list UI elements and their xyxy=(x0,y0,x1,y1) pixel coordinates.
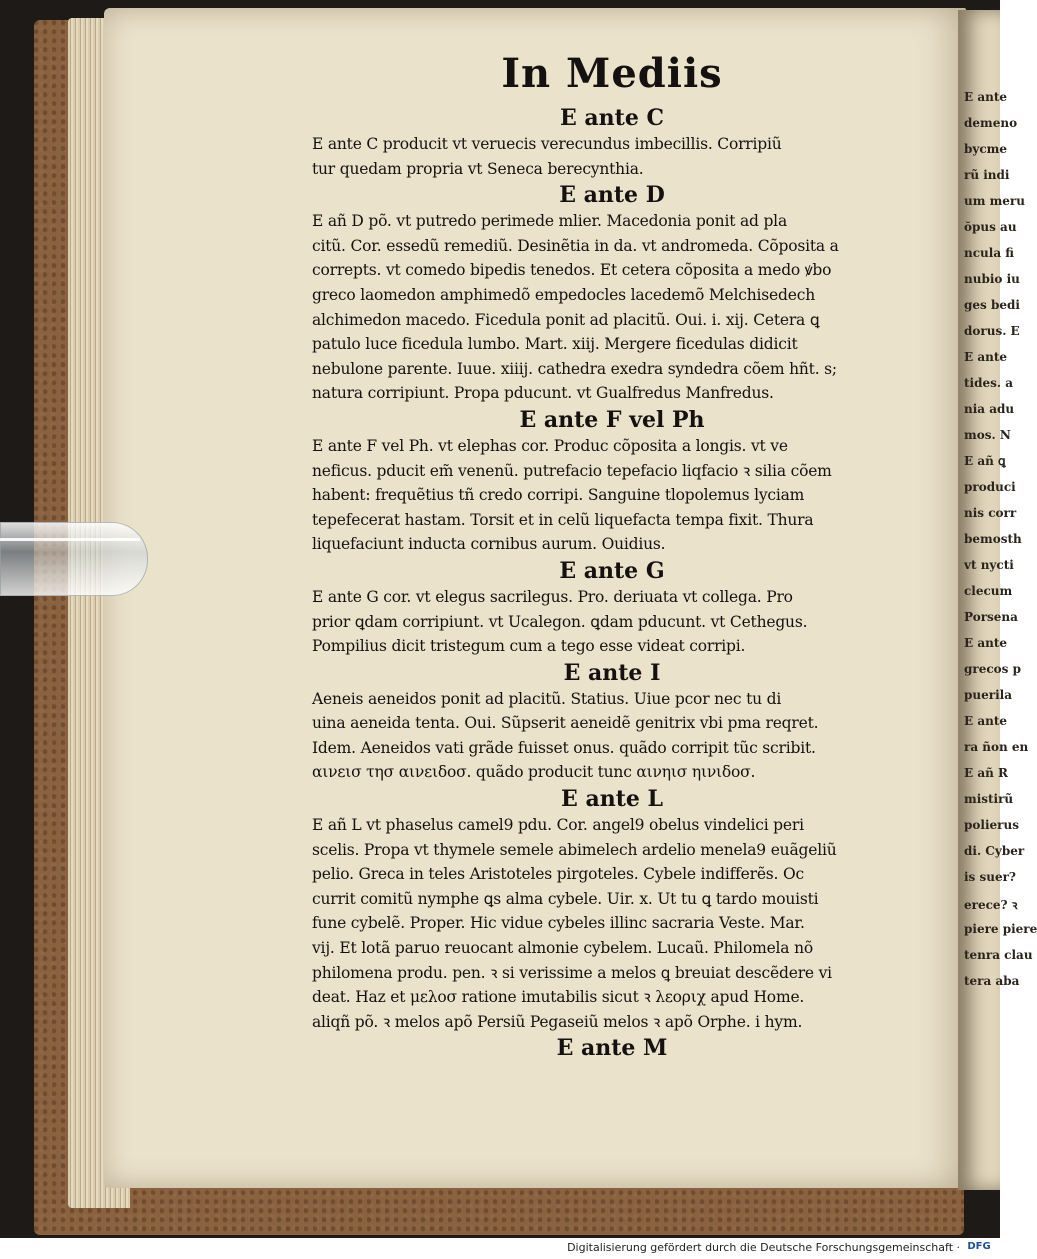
facing-page-fragment: um meru xyxy=(964,194,1025,208)
facing-page-fragment: rũ indi xyxy=(964,168,1010,182)
facing-page-fragment: Porsena xyxy=(964,610,1018,624)
text-line: patulo luce ficedula lumbo. Mart. xiij. Mergere ficedulas didicit xyxy=(312,335,798,354)
text-line: Pompilius dicit tristegum cum a tego esse videat corripi. xyxy=(312,637,746,656)
section-title: E ante G xyxy=(559,557,665,584)
text-block xyxy=(312,50,912,1062)
text-line: E añ D põ. vt putredo perimede mlier. Macedonia ponit ad pla xyxy=(312,212,787,231)
text-line: Idem. Aeneidos vati grãde fuisset onus. quãdo corripit tũc scribit. xyxy=(312,738,816,757)
facing-page-fragment: erece? ꝛ xyxy=(964,898,1018,912)
dfg-logo: DFG xyxy=(967,1241,991,1252)
page-clamp xyxy=(0,522,148,596)
facing-page-fragment: bycme xyxy=(964,142,1008,156)
facing-page-fragment: puerila xyxy=(964,688,1012,702)
text-line: greco laomedon amphimedõ empedocles lacedemõ Melchisedech xyxy=(312,285,815,304)
facing-page-fragment: ŏpus au xyxy=(964,220,1017,234)
text-line: scelis. Propa vt thymele semele abimelech ardelio menela9 euãgeliũ xyxy=(312,840,837,859)
facing-page-fragment: nia adu xyxy=(964,402,1015,416)
text-line: alchimedon macedo. Ficedula ponit ad placitũ. Oui. i. xij. Cetera ꝗ xyxy=(312,310,820,329)
text-line: E ante C producit vt veruecis verecundus imbecillis. Corripiũ xyxy=(312,135,782,153)
facing-page-fragment: di. Cyber xyxy=(964,844,1025,858)
text-line: E ante G cor. vt elegus sacrilegus. Pro. deriuata vt collega. Pro xyxy=(312,587,793,606)
facing-page-fragment: produci xyxy=(964,480,1016,494)
facing-page-fragment: E ante xyxy=(964,350,1008,364)
facing-page-fragment: E ante xyxy=(964,636,1008,650)
facing-page-fragment: bemosth xyxy=(964,532,1022,546)
facing-page-fragment: E añ ꝗ xyxy=(964,454,1006,468)
text-line: citũ. Cor. essedũ remediũ. Desinẽtia in da. vt andromeda. Cõposita a xyxy=(312,236,839,255)
text-line: Aeneis aeneidos ponit ad placitũ. Statius. Uiue pcor nec tu di xyxy=(312,689,782,708)
facing-page-fragment: ges bedi xyxy=(964,298,1020,312)
facing-page-fragment: nis corr xyxy=(964,506,1017,520)
text-line: philomena produ. pen. ꝛ si verissime a melos ꝗ breuiat descẽdere vi xyxy=(312,963,832,982)
text-line: αινεισ τησ αινειδοσ. quãdo producit tunc αινηισ ηινιδοσ. xyxy=(312,763,756,782)
text-line: neficus. pducit em̃ venenũ. putrefacio tepefacio liqfacio ꝛ silia cõem xyxy=(312,461,832,480)
facing-page-fragment: tides. a xyxy=(964,376,1014,390)
facing-page-fragment: tenra clau xyxy=(964,948,1033,962)
text-line: liquefaciunt inducta cornibus aurum. Ouidius. xyxy=(312,535,666,554)
text-line: tur quedam propria vt Seneca berecynthia. xyxy=(312,159,644,178)
facing-page-fragment: ncula fi xyxy=(964,246,1014,260)
text-line: vij. Et lotã paruo reuocant almonie cybelem. Lucaũ. Philomela nõ xyxy=(312,939,813,958)
text-line: E ante F vel Ph. vt elephas cor. Produc cõposita a longis. vt ve xyxy=(312,436,788,455)
facing-page-fragment: polierus xyxy=(964,818,1019,832)
page-header: In Mediis xyxy=(501,50,723,97)
facing-page-fragment: mistirũ xyxy=(964,792,1014,806)
section-title: E ante D xyxy=(559,182,665,209)
text-line: currit comitũ nymphe ꝗs alma cybele. Uir. x. Ut tu ꝗ tardo mouisti xyxy=(312,889,819,908)
funding-credit: Digitalisierung gefördert durch die Deutsche Forschungsgemeinschaft · xyxy=(567,1241,960,1254)
text-line: nebulone parente. Iuue. xiiij. cathedra exedra syndedra cõem hñt. s; xyxy=(312,359,837,378)
text-line: correpts. vt comedo bipedis tenedos. Et cetera cõposita a medo ꝟbo xyxy=(312,261,832,280)
facing-page-fragment: piere piere xyxy=(964,922,1037,936)
facing-page-fragment: vt nycti xyxy=(964,558,1014,572)
facing-page-fragment: E añ R xyxy=(964,766,1008,780)
facing-page-fragment: is suer? xyxy=(964,870,1016,884)
text-line: fune cybelẽ. Proper. Hic vidue cybeles illinc sacraria Veste. Mar. xyxy=(312,914,805,933)
section-title: E ante M xyxy=(556,1035,668,1062)
section-title: E ante L xyxy=(561,786,663,813)
text-line: pelio. Greca in teles Aristoteles pirgoteles. Cybele indifferẽs. Oc xyxy=(312,865,805,884)
facing-page-fragment: clecum xyxy=(964,584,1013,598)
clamp-highlight xyxy=(0,538,140,541)
text-line: prior ꝗdam corripiunt. vt Ucalegon. ꝗdam pducunt. vt Cethegus. xyxy=(312,612,808,631)
facing-page-fragment: E ante xyxy=(964,714,1008,728)
facing-page-fragment: nubio iu xyxy=(964,272,1020,286)
facing-page-fragment: dorus. E xyxy=(964,324,1020,338)
text-line: natura corripiunt. Propa pducunt. vt Gualfredus Manfredus. xyxy=(312,384,774,403)
facing-page-fragment: tera aba xyxy=(964,974,1020,988)
text-line: habent: frequẽtius tñ credo corripi. Sanguine tlopolemus lyciam xyxy=(312,486,805,505)
facing-page-fragment: E ante xyxy=(964,90,1008,104)
facing-page-edge xyxy=(958,10,1037,1190)
text-line: aliqñ põ. ꝛ melos apõ Persiũ Pegaseiũ melos ꝛ apõ Orphe. i hym. xyxy=(312,1012,803,1031)
text-line: tepefecerat hastam. Torsit et in celũ liquefacta tempa fixit. Thura xyxy=(312,510,814,529)
facing-page-fragment: mos. N xyxy=(964,428,1011,442)
text-line: deat. Haz et μελοσ ratione imutabilis sicut ꝛ λεοριχ apud Home. xyxy=(312,988,805,1007)
facing-page-fragment: demeno xyxy=(964,116,1018,130)
section-title: E ante C xyxy=(559,105,664,131)
section-title: E ante I xyxy=(563,659,661,686)
facing-page-fragment: grecos p xyxy=(964,662,1021,676)
section-title: E ante F vel Ph xyxy=(519,406,705,433)
text-line: uina aeneida tenta. Oui. Sũpserit aeneidẽ genitrix vbi pma reqret. xyxy=(312,714,819,733)
facing-page-fragment: ra ñon en xyxy=(964,740,1029,754)
text-line: E añ L vt phaselus camel9 pdu. Cor. angel9 obelus vindelici peri xyxy=(312,816,804,835)
